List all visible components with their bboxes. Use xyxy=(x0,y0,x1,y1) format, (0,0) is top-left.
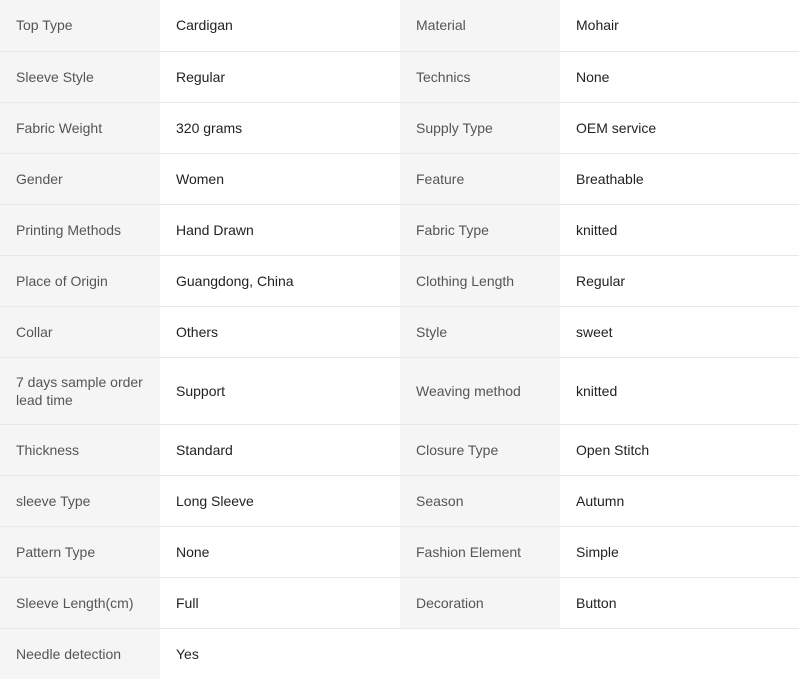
table-row xyxy=(0,51,799,102)
attribute-value: Others xyxy=(160,306,400,357)
attribute-label: Style xyxy=(400,306,560,357)
attribute-label: Feature xyxy=(400,153,560,204)
attribute-value: Hand Drawn xyxy=(160,204,400,255)
table-row xyxy=(0,628,799,679)
attribute-value: knitted xyxy=(560,204,799,255)
attribute-label: Material xyxy=(400,0,560,51)
attribute-label: Sleeve Style xyxy=(0,51,160,102)
attribute-value: knitted xyxy=(560,357,799,424)
table-row xyxy=(0,475,799,526)
table-row xyxy=(0,424,799,475)
attribute-label: 7 days sample order lead time xyxy=(0,357,160,424)
attribute-label: Closure Type xyxy=(400,424,560,475)
attribute-label: sleeve Type xyxy=(0,475,160,526)
attribute-label: Place of Origin xyxy=(0,255,160,306)
table-row xyxy=(0,0,799,51)
attribute-label: Needle detection xyxy=(0,628,160,679)
empty-cell xyxy=(560,628,799,679)
attribute-label: Technics xyxy=(400,51,560,102)
attribute-label: Fabric Weight xyxy=(0,102,160,153)
attribute-value: sweet xyxy=(560,306,799,357)
attribute-label: Printing Methods xyxy=(0,204,160,255)
table-row xyxy=(0,357,799,424)
table-row xyxy=(0,577,799,628)
table-row xyxy=(0,306,799,357)
attribute-value: Cardigan xyxy=(160,0,400,51)
attribute-label: Pattern Type xyxy=(0,526,160,577)
table-row xyxy=(0,255,799,306)
attribute-value: None xyxy=(160,526,400,577)
attribute-value: Long Sleeve xyxy=(160,475,400,526)
attribute-value: Breathable xyxy=(560,153,799,204)
attribute-value: None xyxy=(560,51,799,102)
attribute-value: Regular xyxy=(160,51,400,102)
attribute-label: Gender xyxy=(0,153,160,204)
attribute-value: Autumn xyxy=(560,475,799,526)
attribute-label: Fabric Type xyxy=(400,204,560,255)
attribute-label: Supply Type xyxy=(400,102,560,153)
attribute-label: Fashion Element xyxy=(400,526,560,577)
attribute-value: Mohair xyxy=(560,0,799,51)
attribute-value: Support xyxy=(160,357,400,424)
table-row xyxy=(0,526,799,577)
attribute-label: Thickness xyxy=(0,424,160,475)
attribute-value: Simple xyxy=(560,526,799,577)
attribute-value: Standard xyxy=(160,424,400,475)
attribute-value: Women xyxy=(160,153,400,204)
attribute-label: Season xyxy=(400,475,560,526)
attribute-value: Regular xyxy=(560,255,799,306)
attribute-value: Yes xyxy=(160,628,400,679)
table-row xyxy=(0,153,799,204)
table-row xyxy=(0,204,799,255)
attribute-label: Decoration xyxy=(400,577,560,628)
attribute-label: Top Type xyxy=(0,0,160,51)
attribute-value: Guangdong, China xyxy=(160,255,400,306)
attribute-label: Collar xyxy=(0,306,160,357)
attribute-value: Open Stitch xyxy=(560,424,799,475)
attribute-label: Clothing Length xyxy=(400,255,560,306)
attribute-label: Weaving method xyxy=(400,357,560,424)
attribute-value: OEM service xyxy=(560,102,799,153)
attribute-value: Button xyxy=(560,577,799,628)
attribute-label: Sleeve Length(cm) xyxy=(0,577,160,628)
table-row xyxy=(0,102,799,153)
attribute-value: Full xyxy=(160,577,400,628)
attribute-value: 320 grams xyxy=(160,102,400,153)
empty-cell xyxy=(400,628,560,679)
